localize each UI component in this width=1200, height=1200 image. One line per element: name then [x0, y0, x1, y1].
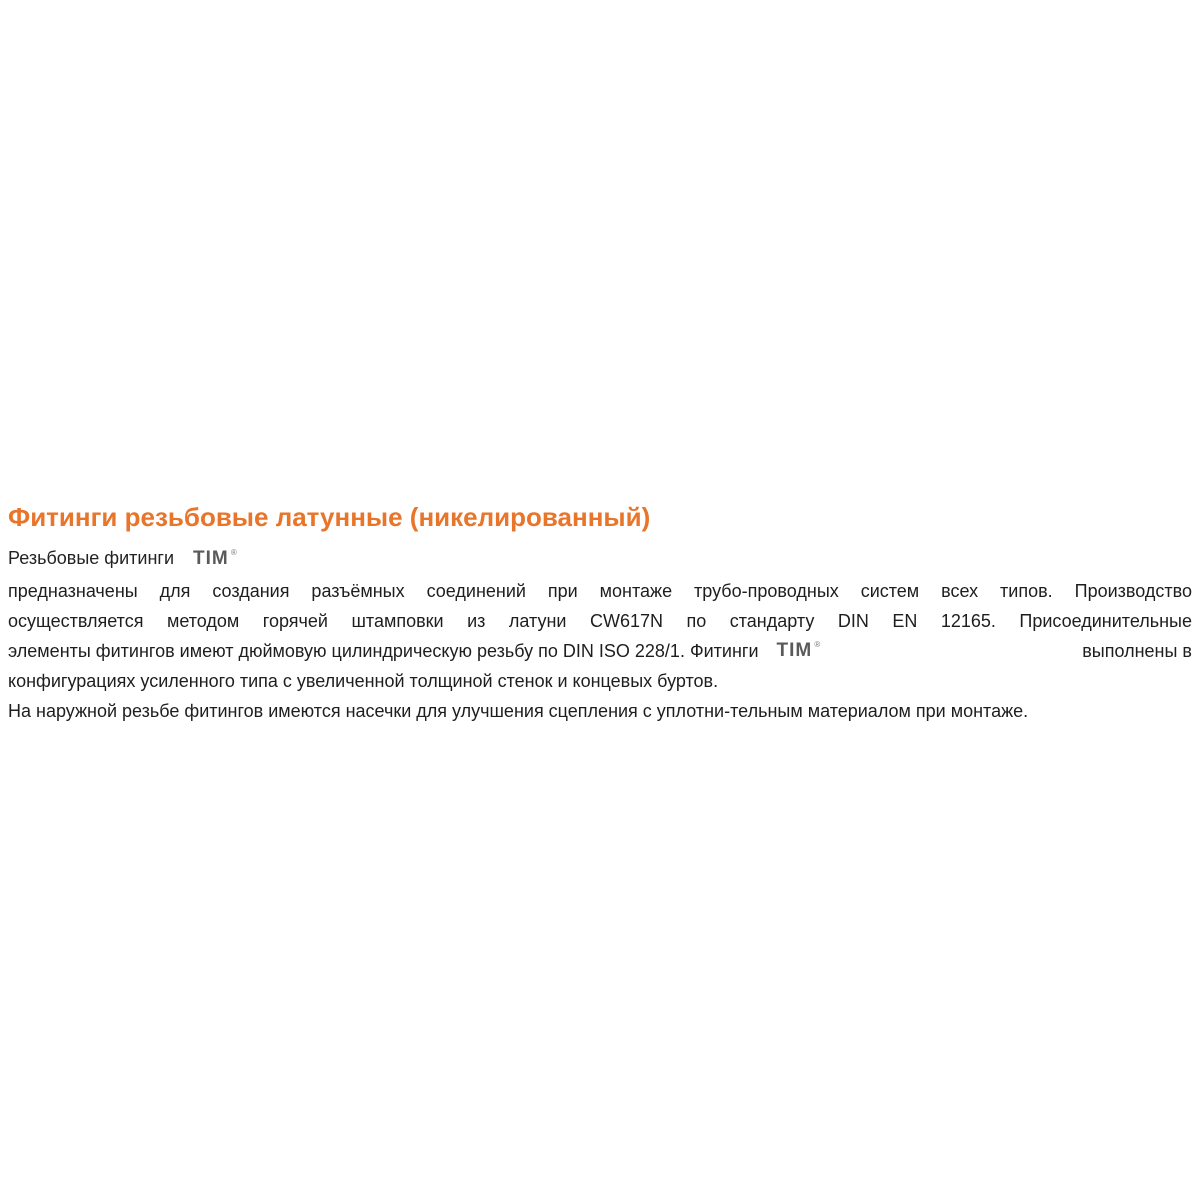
- description-line-3: [8, 636, 1192, 666]
- tim-logo-inline: [776, 636, 822, 666]
- registered-mark: ®: [230, 548, 238, 557]
- description-line-4: конфигурациях усиленного типа с увеличенной толщиной стенок и концевых буртов.: [8, 671, 719, 691]
- description-line-1: предназначены для создания разъёмных соединений при монтаже трубо-проводных систем всех типов. Производство: [8, 581, 1192, 601]
- document-block: [8, 500, 1192, 726]
- description-line-2: осуществляется методом горячей штамповки из латуни CW617N по стандарту DIN EN 12165. Присоединительные: [8, 611, 1192, 631]
- description-line-3-start: элементы фитингов имеют дюймовую цилиндрическую резьбу по DIN ISO 228/1. Фитинги: [8, 641, 759, 661]
- tim-logo-inline-text: TIM: [776, 640, 813, 661]
- tim-logo: [193, 545, 238, 573]
- description-line-5: На наружной резьбе фитингов имеются насечки для улучшения сцепления с уплотни-тельным материалом при монтаже.: [8, 701, 1029, 721]
- document-title: Фитинги резьбовые латунные (никелированный): [8, 502, 651, 532]
- description: [8, 576, 1192, 726]
- tim-logo-text: TIM: [193, 548, 229, 569]
- registered-mark-inline: ®: [814, 640, 822, 649]
- description-line-3-end: выполнены в: [1082, 641, 1192, 661]
- subtitle-row: [8, 544, 1192, 572]
- subtitle-text: Резьбовые фитинги: [8, 548, 175, 568]
